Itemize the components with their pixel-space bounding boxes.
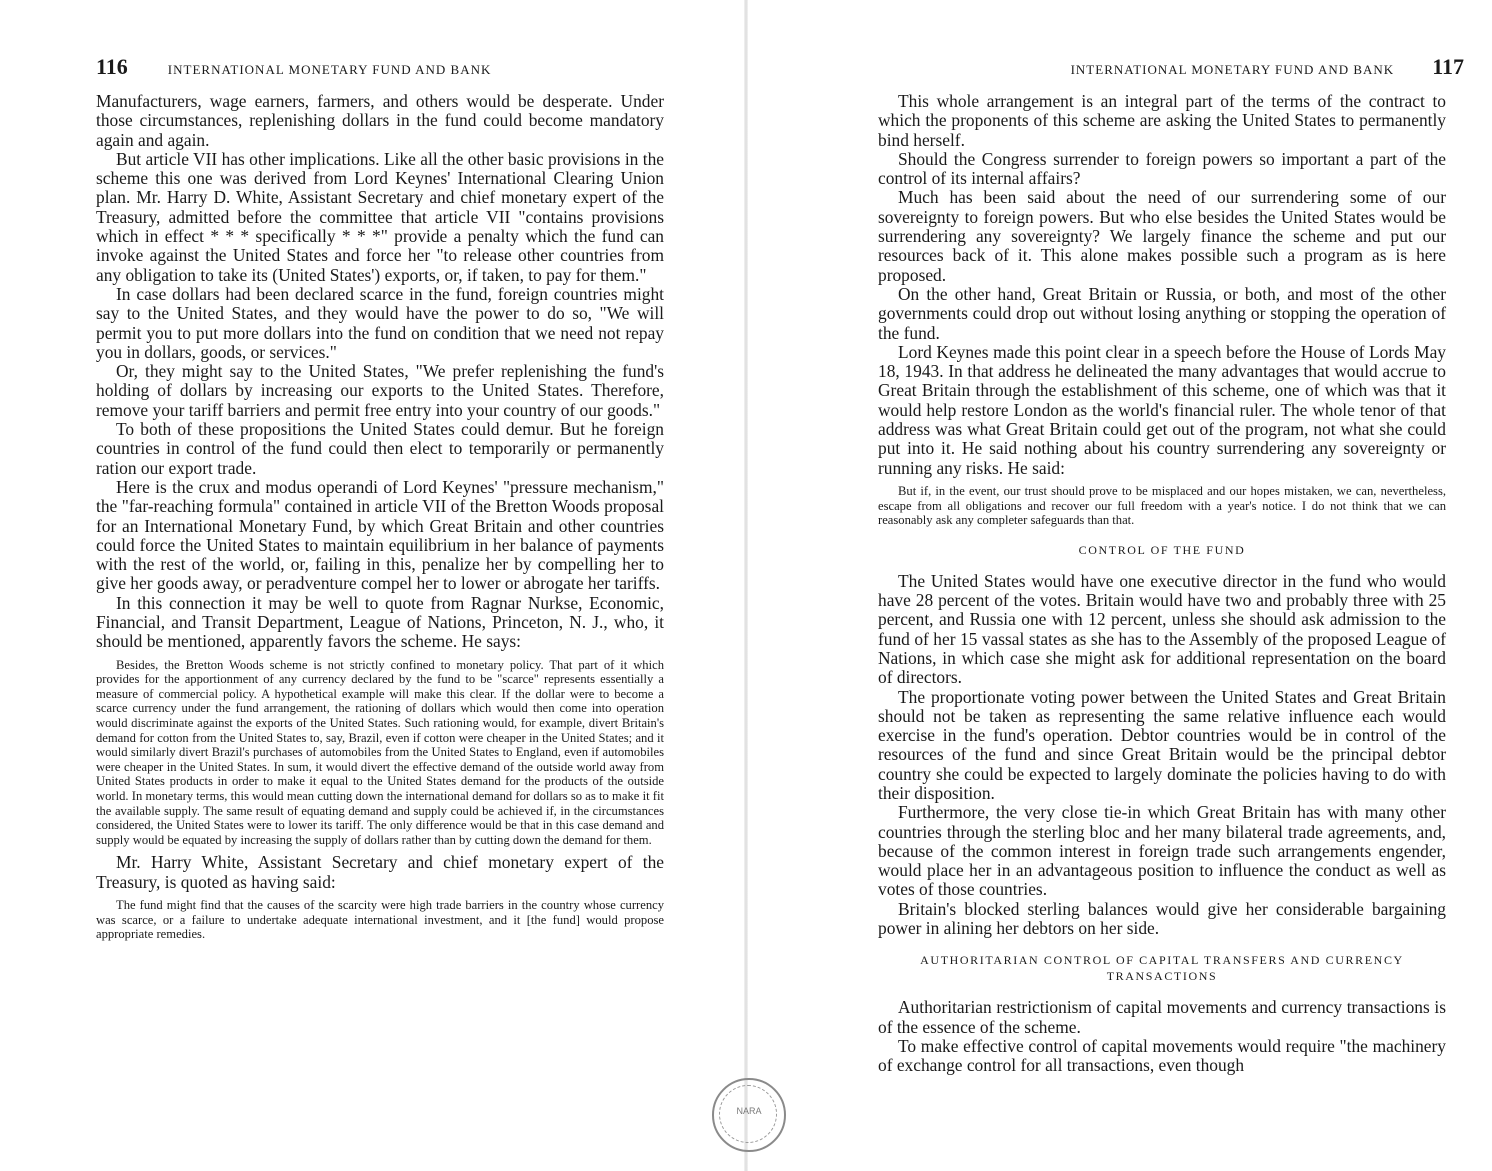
paragraph: Britain's blocked sterling balances would give her considerable bargaining power in alining her debtors on her side. [878,898,1446,939]
paragraph: Or, they might say to the United States, "We prefer replenishing the fund's holding of dollars by increasing our exports to the United States. Therefore, remove your tariff barriers and permit free entry into your country of our goods." [96,361,664,420]
paragraph: Much has been said about the need of our surrendering some of our sovereignty to foreign powers. But who else besides the United States would be surrendering any sovereignty? We largely finance the scheme and put our resources back of it. This alone makes possible such a program as is here proposed. [878,187,1446,285]
paragraph: In this connection it may be well to quote from Ragnar Nurkse, Economic, Financial, and Transit Department, League of Nations, Princeton, N. J., who, it should be mentioned, apparently favors the scheme. He says: [96,592,664,652]
paragraph: To both of these propositions the United States could demur. But he foreign countries in control of the fund could then elect to temporarily or permanently ration our export trade. [96,419,664,478]
paragraph: In case dollars had been declared scarce in the fund, foreign countries might say to the United States, and they would have the power to do so, "We will permit you to put more dollars into the fund on condition that we need not repay you in dollars, goods, or services." [96,283,664,362]
paragraph: On the other hand, Great Britain or Russia, or both, and most of the other governments could drop out without losing anything or stopping the operation of the fund. [878,283,1446,343]
paragraph: Should the Congress surrender to foreign powers so important a part of the control of its internal affairs? [878,148,1446,189]
right-page-number: 117 [1432,54,1464,79]
paragraph: The United States would have one executive director in the fund who would have 28 percent of the votes. Britain would have two and probably three with 25 percent, and Russia one with 12 percent, unless she should ask admission to the fund of her 15 vassal states as she has to the Assembly of the proposed League of Nations, in which case she might ask for additional representation on the board of directors. [878,570,1446,688]
left-page [0,0,745,1171]
paragraph: Lord Keynes made this point clear in a speech before the House of Lords May 18, 1943. In that address he delineated the many advantages that would accrue to Great Britain through the establishment of this scheme, one of which was that it would help restore London as the world's financial ruler. The whole tenor of that address was what Great Britain could get out of the program, not what she could put into it. He said nothing about his country surrendering any sovereignty or running any risks. He said: [878,341,1446,478]
archive-stamp [712,1078,786,1152]
paragraph: To make effective control of capital movements would require "the machinery of exchange control for all transactions, even though [878,1035,1446,1076]
block-quote-keynes: But if, in the event, our trust should prove to be misplaced and our hopes mistaken, we can, nevertheless, escape from all obligations and recover our full freedom with a year's notice. I do not think that we can reasonably ask any completer safeguards than that. [878,483,1446,528]
right-text-column [878,92,1446,1076]
paragraph: The proportionate voting power between the United States and Great Britain should not be taken as representing the same relative influence each would exercise in the fund's operation. Debtor countries would be in control of the resources of the fund and since Great Britain would be the principal debtor country she could be expected to largely dominate the policies having to do with their disposition. [878,686,1446,803]
stamp-text: NARA [736,1106,762,1116]
left-running-title: INTERNATIONAL MONETARY FUND AND BANK [167,62,492,77]
paragraph: Authoritarian restrictionism of capital movements and currency transactions is of the essence of the scheme. [878,997,1446,1037]
paragraph: Here is the crux and modus operandi of Lord Keynes' "pressure mechanism," the "far-reaching formula" contained in article VII of the Bretton Woods proposal for an International Monetary Fund, by which Great Britain and other countries could force the United States to maintain equilibrium in her balance of payments with the rest of the world, or, failing in this, penalize her by compelling her to give her goods away, or peradventure compel her to lower or abrogate her tariffs. [96,476,664,594]
right-running-head [878,54,1464,84]
left-running-head [96,54,666,84]
right-page [748,0,1492,1171]
paragraph: Furthermore, the very close tie-in which Great Britain has with many other countries through the sterling bloc and her many bilateral trade agreements, and, because of the common interest in foreign trade such arrangements engender, would place her in an advantageous position to influence the conduct as well as votes of those countries. [878,802,1446,900]
paragraph: But article VII has other implications. Like all the other basic provisions in the scheme this one was derived from Lord Keynes' International Clearing Union plan. Mr. Harry D. White, Assistant Secretary and chief monetary expert of the Treasury, admitted before the committee that article VII "contains provisions which in effect * * * specifically * * *" provide a penalty which the fund can invoke against the United States and force her "to release other countries from any obligation to take its (United States') exports, or, if taken, to pay for them." [96,148,664,285]
paragraph: Manufacturers, wage earners, farmers, and others would be desperate. Under those circumstances, replenishing dollars in the fund could become mandatory again and again. [96,91,664,150]
left-text-column [96,92,664,948]
paragraph: This whole arrangement is an integral part of the terms of the contract to which the proponents of this scheme are asking the United States to permanently bind herself. [878,91,1446,150]
right-running-title: INTERNATIONAL MONETARY FUND AND BANK [1070,62,1395,77]
section-heading-control: CONTROL OF THE FUND [1078,542,1246,557]
block-quote-nurkse: Besides, the Bretton Woods scheme is not strictly confined to monetary policy. That part of it which provides for the apportionment of any currency declared by the fund to be "scarce" represents essentially a measure of commercial policy. A hypothetical example will make this clear. If the dollar were to become a scarce currency under the fund arrangement, the rationing of dollars which would then come into operation would discriminate against the exports of the United States. Such rationing would, for example, divert Britain's demand for cotton from the United States to, say, Brazil, even if cotton were cheaper in the United States; and it would similarly divert Brazil's purchases of automobiles from the United States to England, even if automobiles were cheaper in the United States. In sum, it would divert the effective demand of the outside world away from United States products in order to make it equal to the United States demand for the products of the outside world. In monetary terms, this would mean cutting down the international demand for dollars so as to make it fit the available supply. The same result of equating demand and supply could be achieved if, in the circumstances considered, the United States were to lower its tariff. The only difference would be that in this case demand and supply would be equated by increasing the supply of dollars rather than by cutting down the demand for them. [96,657,664,847]
block-quote-white: The fund might find that the causes of the scarcity were high trade barriers in the country whose currency was scarce, or a failure to undertake adequate international investment, and it [the fund] would propose appropriate remedies. [96,897,664,942]
paragraph: Mr. Harry White, Assistant Secretary and chief monetary expert of the Treasury, is quoted as having said: [96,852,664,892]
left-page-number: 116 [96,54,128,79]
section-heading-authoritarian: AUTHORITARIAN CONTROL OF CAPITAL TRANSFERS AND CURRENCY TRANSACTIONS [920,953,1404,984]
